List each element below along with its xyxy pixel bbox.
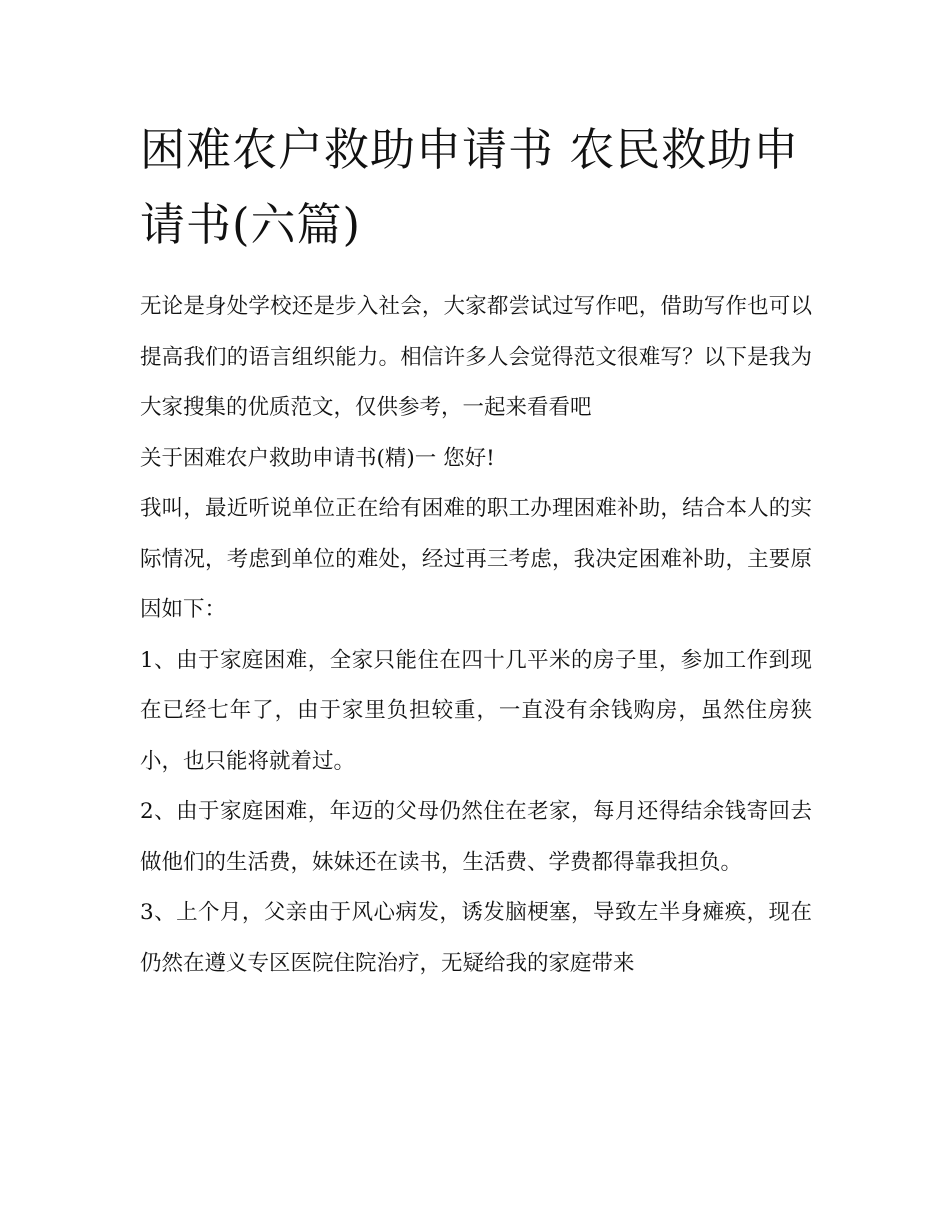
reason-item-2: 2、由于家庭困难，年迈的父母仍然住在老家，每月还得结余钱寄回去做他们的生活费，妹妹还在读书，生活费、学费都得靠我担负。 — [140, 799, 812, 875]
body-paragraph: 我叫，最近听说单位正在给有困难的职工办理困难补助，结合本人的实际情况，考虑到单位的难处，经过再三考虑，我决定困难补助，主要原因如下： — [140, 496, 812, 622]
reason-item-1: 1、由于家庭困难，全家只能住在四十几平米的房子里，参加工作到现在已经七年了，由于家里负担较重，一直没有余钱购房，虽然住房狭小，也只能将就着过。 — [140, 647, 812, 774]
document-content — [140, 112, 812, 989]
section-heading: 关于困难农户救助申请书(精)一 您好! — [140, 445, 495, 471]
document-body — [140, 282, 812, 989]
reason-item-3: 3、上个月，父亲由于风心病发，诱发脑梗塞，导致左半身瘫痪，现在仍然在遵义专区医院住院治疗，无疑给我的家庭带来 — [140, 900, 812, 976]
document-title: 困难农户救助申请书 农民救助申请书(六篇) — [140, 123, 800, 251]
intro-paragraph: 无论是身处学校还是步入社会，大家都尝试过写作吧，借助写作也可以提高我们的语言组织能力。相信许多人会觉得范文很难写？以下是我为大家搜集的优质范文，仅供参考，一起来看看吧 — [140, 294, 812, 420]
